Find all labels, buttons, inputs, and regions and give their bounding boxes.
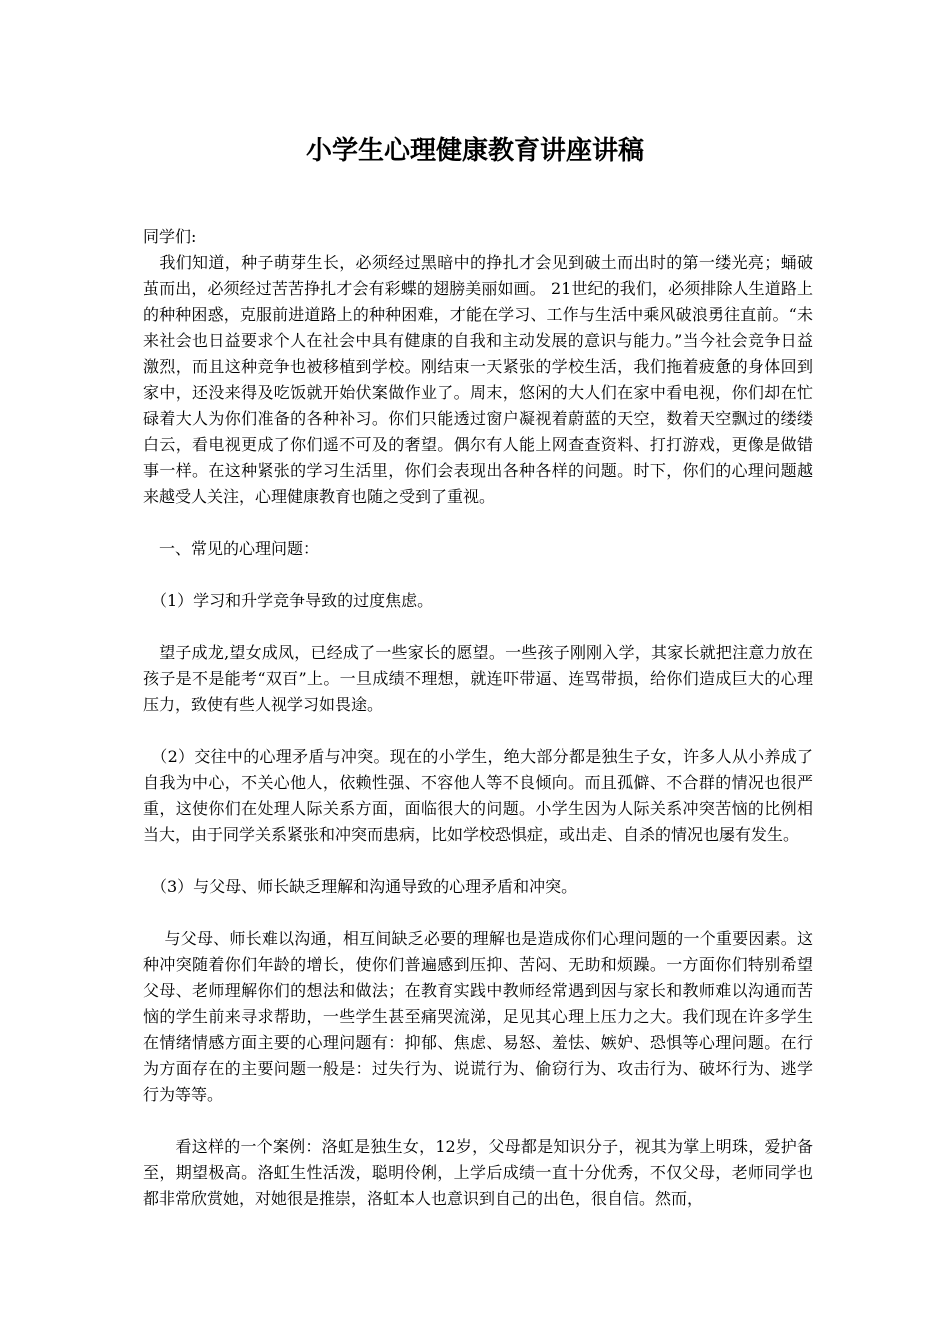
- paragraph-spacer: [143, 718, 813, 744]
- paragraph-spacer: [143, 614, 813, 640]
- item-paragraph: 望子成龙,望女成凤，已经成了一些家长的愿望。一些孩子刚刚入学，其家长就把注意力放在孩子是不是能考“双百”上。一旦成绩不理想，就连吓带逼、连骂带损，给你们造成巨大的心理压力，致使有些人视学习如畏途。: [143, 643, 813, 714]
- document-body: [143, 224, 813, 1212]
- paragraph-spacer: [143, 900, 813, 926]
- item-heading: （1）学习和升学竞争导致的过度焦虑。: [143, 591, 434, 610]
- item-heading: （3）与父母、师长缺乏理解和沟通导致的心理矛盾和冲突。: [143, 877, 578, 896]
- case-paragraph: 看这样的一个案例：洛虹是独生女，12岁，父母都是知识分子，视其为掌上明珠，爱护备至，期望极高。洛虹生性活泼，聪明伶俐，上学后成绩一直十分优秀，不仅父母，老师同学也都非常欣赏她，对她很是推崇，洛虹本人也意识到自己的出色，很自信。然而，: [143, 1137, 813, 1208]
- paragraph-spacer: [143, 562, 813, 588]
- section-heading: 一、常见的心理问题：: [143, 539, 320, 558]
- item-paragraph: （2）交往中的心理矛盾与冲突。现在的小学生，绝大部分都是独生子女，许多人从小养成了自我为中心，不关心他人，依赖性强、不容他人等不良倾向。而且孤僻、不合群的情况也很严重，这使你们在处理人际关系方面，面临很大的问题。小学生因为人际关系冲突苦恼的比例相当大，由于同学关系紧张和冲突而患病，比如学校恐惧症，或出走、自杀的情况也屡有发生。: [143, 747, 813, 844]
- greeting: 同学们:: [143, 227, 197, 246]
- item-paragraph: 与父母、师长难以沟通，相互间缺乏必要的理解也是造成你们心理问题的一个重要因素。这种冲突随着你们年龄的增长，使你们普遍感到压抑、苦闷、无助和烦躁。一方面你们特别希望父母、老师理解你们的想法和做法；在教育实践中教师经常遇到因与家长和教师难以沟通而苦恼的学生前来寻求帮助，一些学生甚至痛哭流涕，足见其心理上压力之大。我们现在许多学生在情绪情感方面主要的心理问题有：抑郁、焦虑、易怒、羞怯、嫉妒、恐惧等心理问题。在行为方面存在的主要问题一般是：过失行为、说谎行为、偷窃行为、攻击行为、破坏行为、逃学行为等等。: [143, 929, 813, 1104]
- paragraph-spacer: [143, 510, 813, 536]
- intro-paragraph: 我们知道，种子萌芽生长，必须经过黑暗中的挣扎才会见到破土而出时的第一缕光亮；蛹破茧而出，必须经过苦苦挣扎才会有彩蝶的翅膀美丽如画。 21世纪的我们，必须排除人生道路上的种种困惑，克服前进道路上的种种困难，才能在学习、工作与生活中乘风破浪勇往直前。“未来社会也日益要求个人在社会中具有健康的自我和主动发展的意识与能力。”当今社会竞争日益激烈，而且这种竞争也被移植到学校。刚结束一天紧张的学校生活，我们拖着疲惫的身体回到家中，还没来得及吃饭就开始伏案做作业了。周末，悠闲的大人们在家中看电视，你们却在忙碌着大人为你们准备的各种补习。你们只能透过窗户凝视着蔚蓝的天空，数着天空飘过的缕缕白云，看电视更成了你们遥不可及的奢望。偶尔有人能上网查查资料、打打游戏，更像是做错事一样。在这种紧张的学习生活里，你们会表现出各种各样的问题。时下，你们的心理问题越来越受人关注，心理健康教育也随之受到了重视。: [143, 253, 813, 506]
- paragraph-spacer: [143, 1108, 813, 1134]
- document-title: 小学生心理健康教育讲座讲稿: [305, 136, 644, 166]
- paragraph-spacer: [143, 848, 813, 874]
